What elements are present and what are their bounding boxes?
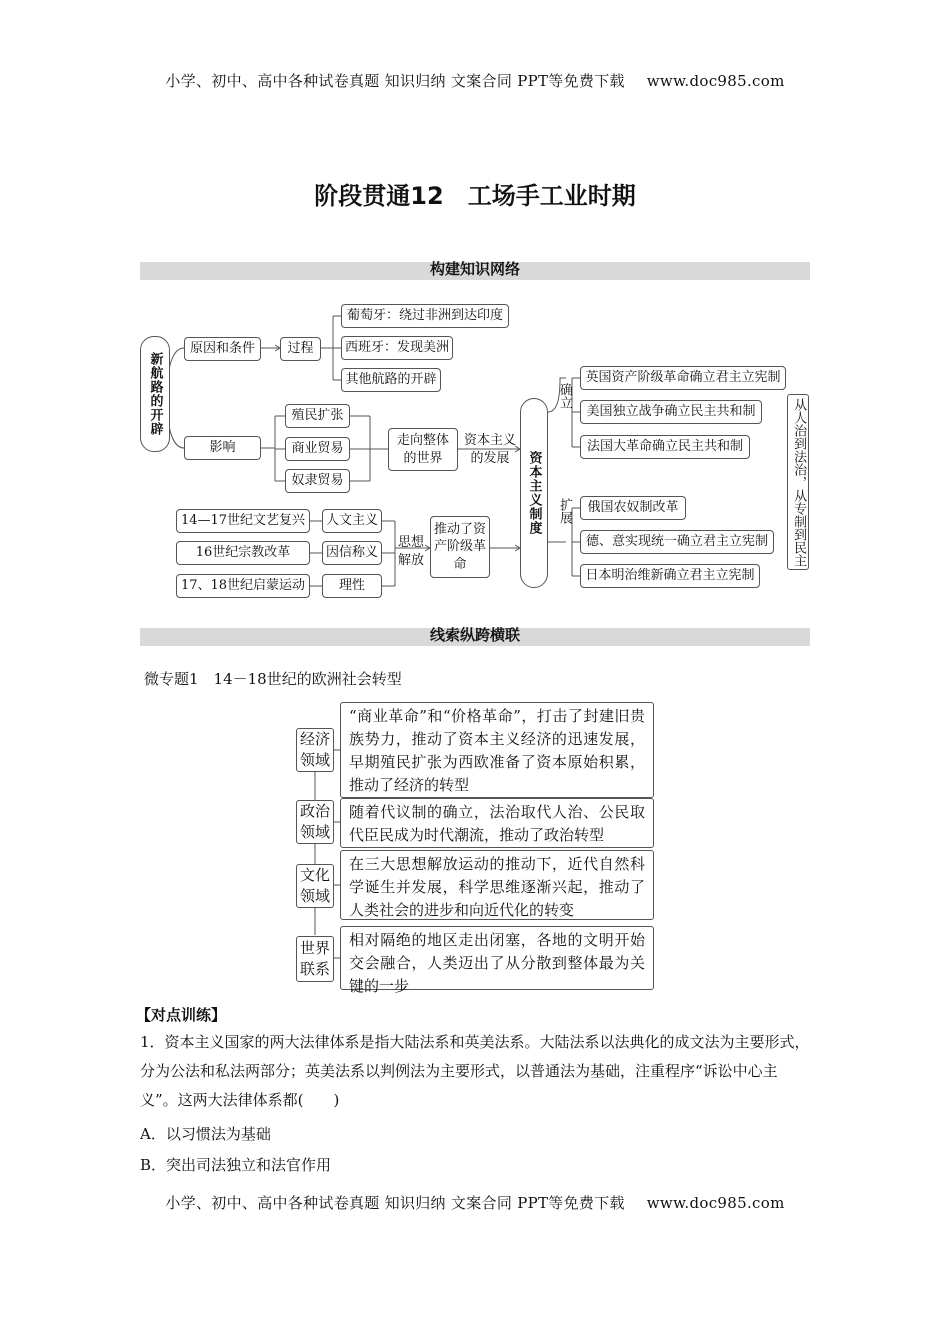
practice-heading: 【对点训练】 xyxy=(136,1006,227,1024)
micro-label-world: 世界联系 xyxy=(296,936,334,982)
movement-enlightenment: 17、18世纪启蒙运动 xyxy=(176,574,310,598)
est-france: 法国大革命确立民主共和制 xyxy=(580,435,750,459)
process-node: 过程 xyxy=(280,337,321,361)
page-footer xyxy=(0,1192,950,1213)
section-title-2: 线索纵跨横联 xyxy=(429,626,520,644)
est-britain: 英国资产阶级革命确立君主立宪制 xyxy=(580,366,786,390)
micro-text-culture: 在三大思想解放运动的推动下，近代自然科学诞生并发展，科学思维逐渐兴起，推动了人类社会的进步和向近代化的转变 xyxy=(340,850,654,920)
exp-japan: 日本明治维新确立君主立宪制 xyxy=(580,564,760,588)
side-summary: 从人治到法治，从专制到民主 xyxy=(787,394,809,570)
impact-trade: 商业贸易 xyxy=(285,437,350,461)
thought-liberation: 思想解放 xyxy=(397,535,424,568)
impact-slave: 奴隶贸易 xyxy=(285,469,350,493)
idea-reason: 理性 xyxy=(322,574,382,598)
question-1: 1．资本主义国家的两大法律体系是指大陆法系和英美法系。大陆法系以法典化的成文法为主要形式，分为公法和私法两部分；英美法系以判例法为主要形式，以普通法为基础，注重程序“诉讼中心主义”。这两大法律体系都( ) xyxy=(140,1033,810,1109)
micro-text-economy: “商业革命”和“价格革命”，打击了封建旧贵族势力，推动了资本主义经济的迅速发展，早期殖民扩张为西欧准备了资本原始积累，推动了经济的转型 xyxy=(340,702,654,798)
to-whole-world: 走向整体的世界 xyxy=(388,428,458,471)
impact-colonial: 殖民扩张 xyxy=(285,404,350,428)
est-usa: 美国独立战争确立民主共和制 xyxy=(580,400,762,424)
micro-topic-title: 微专题1 14－18世纪的欧洲社会转型 xyxy=(144,670,402,688)
exp-russia: 俄国农奴制改革 xyxy=(580,496,686,520)
push-revolution: 推动了资产阶级革命 xyxy=(430,516,490,578)
movement-renaissance: 14—17世纪文艺复兴 xyxy=(176,509,310,533)
establish-label: 确立 xyxy=(557,383,572,409)
route-portugal: 葡萄牙：绕过非洲到达印度 xyxy=(341,304,509,328)
cap-development: 资本主义的发展 xyxy=(463,433,516,466)
center-node: 资本主义制度 xyxy=(520,398,548,588)
header-text: 小学、初中、高中各种试卷真题 知识归纳 文案合同 PPT等免费下载 xyxy=(165,72,625,90)
impact-node: 影响 xyxy=(184,436,261,460)
option-a[interactable]: A．以习惯法为基础 xyxy=(140,1125,271,1143)
root-node: 新航路的开辟 xyxy=(140,336,170,452)
page-title: 阶段贯通12 工场手工业时期 xyxy=(314,182,636,210)
micro-label-culture: 文化领域 xyxy=(296,864,334,908)
cause-node: 原因和条件 xyxy=(184,337,261,361)
exp-germany-italy: 德、意实现统一确立君主立宪制 xyxy=(580,530,774,554)
footer-text: 小学、初中、高中各种试卷真题 知识归纳 文案合同 PPT等免费下载 xyxy=(165,1194,625,1212)
micro-label-economy: 经济领域 xyxy=(296,728,334,772)
micro-text-politics: 随着代议制的确立，法治取代人治、公民取代臣民成为时代潮流，推动了政治转型 xyxy=(340,798,654,848)
micro-text-world: 相对隔绝的地区走出闭塞，各地的文明开始交会融合，人类迈出了从分散到整体最为关键的一步 xyxy=(340,926,654,990)
idea-humanism: 人文主义 xyxy=(322,509,382,533)
route-spain: 西班牙：发现美洲 xyxy=(341,336,453,360)
micro-label-politics: 政治领域 xyxy=(296,800,334,844)
footer-site[interactable]: www.doc985.com xyxy=(646,1194,785,1212)
movement-reformation: 16世纪宗教改革 xyxy=(176,541,310,565)
option-b[interactable]: B．突出司法独立和法官作用 xyxy=(140,1156,332,1174)
header-site[interactable]: www.doc985.com xyxy=(646,72,785,90)
route-others: 其他航路的开辟 xyxy=(341,368,441,392)
section-title-1: 构建知识网络 xyxy=(429,260,520,278)
idea-faith: 因信称义 xyxy=(322,541,382,565)
expand-label: 扩展 xyxy=(557,498,572,524)
